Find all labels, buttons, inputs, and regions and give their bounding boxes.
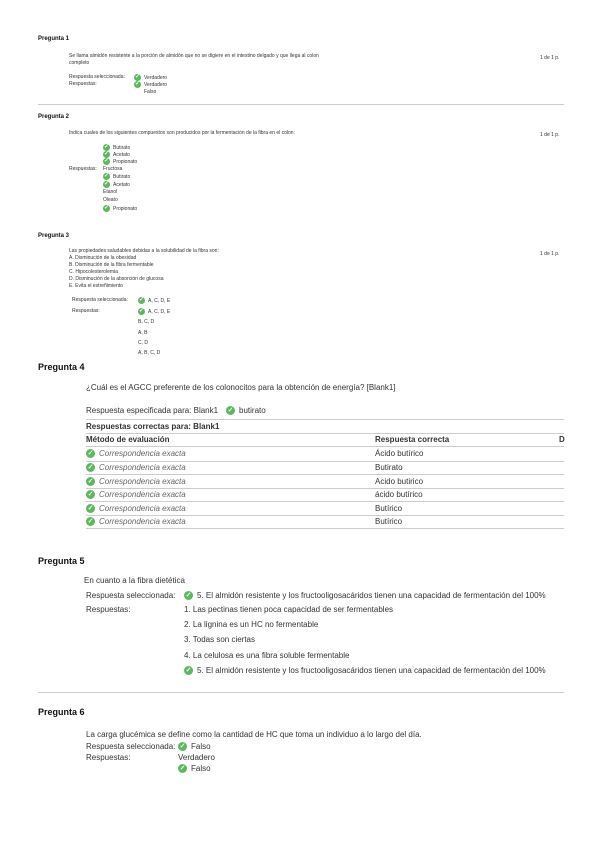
q5-answer-4: 4. La celulosa es una fibra soluble fermentable xyxy=(184,651,350,660)
q1-answers-label: Respuestas: xyxy=(69,81,97,87)
q5-answer-5: ✓ 5. El almidón resistente y los fructooligosacáridos tienen una capacidad de fermentación del 100% xyxy=(185,666,546,675)
q3-option-a: A. Disminución de la obesidad xyxy=(69,255,137,261)
check-icon: ✓ xyxy=(134,74,141,80)
divider xyxy=(86,501,564,502)
check-icon: ✓ xyxy=(179,765,186,773)
q6-selected: ✓ Falso xyxy=(179,742,211,751)
q3-option-d: D. Disminución de la absorción de glucosa xyxy=(69,276,164,282)
table-cell-answer: Ácido butírico xyxy=(375,449,424,458)
table-cell-answer: Acido butirico xyxy=(375,477,424,486)
q3-option-c: C. Hipocolesterolemia xyxy=(69,269,118,275)
q3-selected: ✓ A, C, D, E xyxy=(138,297,171,304)
check-icon: ✓ xyxy=(185,667,192,675)
q4-specified-label: Respuesta especificada para: Blank1 xyxy=(86,406,219,415)
q3-answer-4: C, D xyxy=(138,340,148,346)
q5-answers-label: Respuestas: xyxy=(86,605,131,614)
q6-answer-1: Verdadero xyxy=(178,753,215,762)
q2-points: 1 de 1 p. xyxy=(540,132,560,138)
table-cell-answer: Butírico xyxy=(375,517,403,526)
divider xyxy=(86,419,564,420)
check-icon: ✓ xyxy=(87,505,94,513)
q2-title: Pregunta 2 xyxy=(38,114,70,120)
q4-col-method: Método de evaluación xyxy=(86,435,170,444)
q6-selected-label: Respuesta seleccionada: xyxy=(86,742,176,751)
q5-answer-1: 1. Las pectinas tienen poca capacidad de ser fermentables xyxy=(184,605,394,614)
q4-specified: ✓ butirato xyxy=(227,406,266,415)
check-icon: ✓ xyxy=(185,592,192,600)
q2-answer-6: ✓ Propionato xyxy=(103,205,138,212)
q5-selected: ✓ 5. El almidón resistente y los fructooligosacáridos tienen una capacidad de fermentación del 100% xyxy=(185,591,546,600)
check-icon: ✓ xyxy=(87,478,94,486)
divider xyxy=(86,528,564,529)
q5-selected-label: Respuesta seleccionada: xyxy=(86,591,176,600)
q2-answer-1: Fructosa xyxy=(103,166,123,172)
check-icon: ✓ xyxy=(138,297,145,303)
q4-question: ¿Cuál es el AGCC preferente de los colonocitos para la obtención de energía? [Blank1] xyxy=(86,383,396,392)
q3-question: Las propiedades saludables debidas a la solubilidad de la fibra son: xyxy=(69,248,219,254)
check-icon: ✓ xyxy=(103,144,110,150)
q2-answer-5: Oleato xyxy=(103,197,118,203)
table-row: ✓ Correspondencia exacta xyxy=(87,490,186,499)
q4-col-answer: Respuesta correcta xyxy=(375,435,450,444)
q4-correct-label: Respuestas correctas para: Blank1 xyxy=(86,422,220,431)
check-icon: ✓ xyxy=(138,308,145,314)
q3-answer-1: ✓ A, C, D, E xyxy=(138,308,171,315)
q1-selected: ✓ Verdadero xyxy=(134,74,168,81)
q3-answer-3: A, B xyxy=(138,330,148,336)
table-row: ✓ Correspondencia exacta xyxy=(87,504,186,513)
table-cell-answer: Butírico xyxy=(375,504,403,513)
q4-title: Pregunta 4 xyxy=(38,362,85,372)
q2-answer-2: ✓ Butirato xyxy=(103,173,131,180)
q1-question: Se llama almidón resistente a la porción de almidón que no se digiere en el intestino delgado y que llega al colon xyxy=(69,53,319,59)
divider xyxy=(38,692,564,693)
q5-answer-2: 2. La lignina es un HC no fermentable xyxy=(184,620,319,629)
q5-question: En cuanto a la fibra dietética xyxy=(84,576,185,585)
q2-answer-3: ✓ Acetato xyxy=(103,181,130,188)
check-icon: ✓ xyxy=(103,173,110,179)
q3-option-e: E. Evita el estreñimiento xyxy=(69,283,123,289)
q2-question: Indica cuales de los siguientes compuestos son producidos por la fermentación de la fibra en el colon: xyxy=(69,130,295,136)
check-icon: ✓ xyxy=(103,158,110,164)
q3-option-b: B. Disminución de la fibra fermentable xyxy=(69,262,154,268)
q6-title: Pregunta 6 xyxy=(38,707,85,717)
check-icon: ✓ xyxy=(87,518,94,526)
q4-col-extra: D xyxy=(559,435,565,444)
q1-answer-1: ✓ Verdadero xyxy=(134,81,168,88)
check-icon: ✓ xyxy=(179,743,186,751)
q3-answer-2: B, C, D xyxy=(138,319,155,325)
q1-answer-2: Falso xyxy=(144,89,157,95)
q6-question: La carga glucémica se define como la cantidad de HC que toma un individuo a lo largo del día. xyxy=(86,730,422,739)
table-row: ✓ Correspondencia exacta xyxy=(87,463,186,472)
check-icon: ✓ xyxy=(103,181,110,187)
divider xyxy=(86,446,564,447)
check-icon: ✓ xyxy=(103,151,110,157)
q1-selected-label: Respuesta seleccionada: xyxy=(69,74,125,80)
q3-points: 1 de 1 p. xyxy=(540,251,560,257)
check-icon: ✓ xyxy=(227,407,234,415)
q3-answers-label: Respuestas: xyxy=(72,308,100,314)
q1-question-line2: completo xyxy=(69,60,90,66)
table-cell-answer: Butirato xyxy=(375,463,403,472)
q3-answer-5: A, B, C, D xyxy=(138,350,161,356)
q6-answers-label: Respuestas: xyxy=(86,753,131,762)
divider xyxy=(38,104,564,105)
q5-title: Pregunta 5 xyxy=(38,556,85,566)
check-icon: ✓ xyxy=(87,491,94,499)
check-icon: ✓ xyxy=(87,464,94,472)
table-row: ✓ Correspondencia exacta xyxy=(87,477,186,486)
q2-selected-2: ✓ Acetato xyxy=(103,151,130,158)
q1-points: 1 de 1 p. xyxy=(540,55,560,61)
q3-selected-label: Respuesta seleccionada: xyxy=(72,297,128,303)
table-cell-answer: ácido butírico xyxy=(375,490,423,499)
q2-selected-1: ✓ Butirato xyxy=(103,144,131,151)
q3-title: Pregunta 3 xyxy=(38,233,70,239)
table-row: ✓ Correspondencia exacta xyxy=(87,449,186,458)
q2-answer-4: Etanol xyxy=(103,189,118,195)
q6-answer-2: ✓ Falso xyxy=(179,764,211,773)
q2-selected-3: ✓ Propionato xyxy=(103,158,138,165)
q2-answers-label: Respuestas: xyxy=(69,166,97,172)
check-icon: ✓ xyxy=(103,205,110,211)
q1-title: Pregunta 1 xyxy=(38,36,70,42)
q5-answer-3: 3. Todas son ciertas xyxy=(184,635,256,644)
check-icon: ✓ xyxy=(87,450,94,458)
check-icon: ✓ xyxy=(134,81,141,87)
table-row: ✓ Correspondencia exacta xyxy=(87,517,186,526)
divider xyxy=(86,474,564,475)
